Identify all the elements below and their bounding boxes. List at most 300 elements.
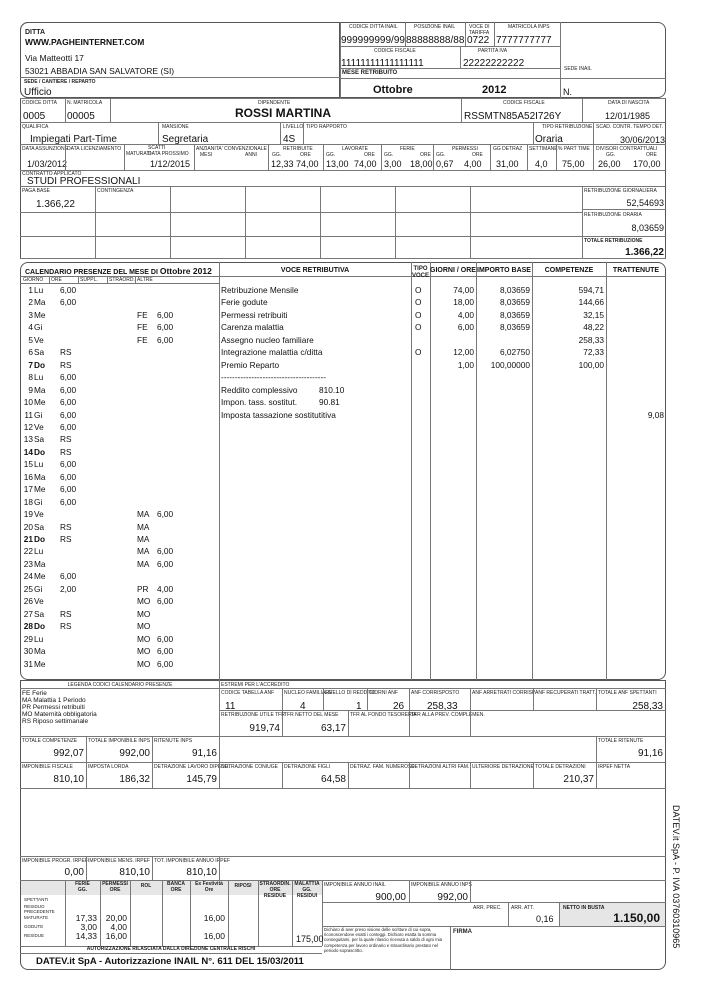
matr-inps: 7777777777	[496, 35, 552, 46]
side-vertical-text: DATEV.it SpA - P. IVA 03760310965	[671, 805, 681, 949]
leave-value: 3,00	[80, 922, 97, 932]
day-code: MO	[137, 621, 151, 632]
netto: 1.150,00	[613, 911, 660, 925]
contingenza-label: CONTINGENZA	[97, 188, 134, 194]
day-ore: 6,00	[60, 459, 77, 470]
voce-gg: 18,00	[453, 297, 474, 308]
fer-ore-label: ORE	[420, 152, 431, 158]
day-weekday: Lu	[34, 459, 44, 470]
matr-inps-label: MATRICOLA INPS	[508, 24, 550, 30]
calendar-day-row	[23, 496, 219, 508]
datev-footer: DATEV.it SpA - Autorizzazione INAIL N°. 611 DEL 15/03/2011	[36, 956, 304, 967]
day-ore: 6,00	[60, 397, 77, 408]
day-code: MO	[137, 608, 151, 619]
voce-base: 6,02750	[500, 347, 530, 358]
impon-inps-label: TOTALE IMPONIBILE INPS	[88, 738, 151, 744]
day-number: 27	[23, 608, 33, 619]
anni-label: ANNI	[245, 152, 257, 158]
day-weekday: Me	[34, 658, 46, 669]
giorni-anf-label: GIORNI ANF	[369, 690, 398, 696]
calendar-day-row	[23, 608, 219, 620]
qualifica: Impiegati Part-Time	[30, 134, 117, 145]
day-weekday: Me	[34, 484, 46, 495]
day-number: 8	[28, 372, 33, 383]
retr-orar-label: RETRIBUZIONE ORARIA	[584, 212, 642, 218]
tot-rit: 91,16	[637, 748, 663, 759]
day-ore: RS	[60, 347, 72, 358]
day-hours: 6,00	[157, 633, 174, 644]
calendar-day-row	[23, 658, 219, 670]
rit-inps: 91,16	[191, 748, 217, 759]
voce-desc: Permessi retribuiti	[221, 309, 288, 320]
calendar-day-row	[23, 521, 219, 533]
day-weekday: Ma	[34, 646, 46, 657]
day-number: 5	[28, 334, 33, 345]
voce-val: 90.81	[319, 397, 340, 408]
day-weekday: Ma	[34, 297, 46, 308]
lav-ore: 74,00	[354, 159, 377, 169]
tot-retr: 1.366,22	[625, 247, 664, 258]
legenda-item: MO Maternità obbligatoria	[22, 711, 97, 718]
gg-header: GIORNI / ORE	[430, 267, 476, 274]
maturati-label: MATURATI	[126, 151, 151, 157]
day-code: MO	[137, 633, 151, 644]
day-number: 23	[23, 558, 33, 569]
impon-inail: 900,00	[375, 892, 406, 903]
ferie-col-sub: GG.	[77, 887, 88, 893]
pos-inail-label: POSIZIONE INAIL	[414, 24, 456, 30]
retribuite-label: RETRIBUITE	[283, 146, 313, 152]
retr-ore-label: ORE	[300, 152, 311, 158]
day-code: MA	[137, 558, 150, 569]
detr-figli: 64,58	[320, 774, 346, 785]
voce-gg: 4,00	[457, 309, 474, 320]
day-number: 10	[23, 397, 33, 408]
voce-row	[219, 321, 665, 333]
prossimo-label: DATA PROSSIMO	[148, 151, 189, 157]
voce-base: 8,03659	[500, 309, 530, 320]
tot-anf-label: TOTALE ANF SPETTANTI	[598, 690, 657, 696]
day-number: 26	[23, 596, 33, 607]
day-weekday: Sa	[34, 434, 45, 445]
day-hours: 6,00	[157, 309, 174, 320]
cod-inail: 999999999/99	[341, 35, 405, 46]
day-weekday: Lu	[34, 372, 44, 383]
voce-row	[219, 296, 665, 308]
detr-lav: 145,79	[186, 774, 217, 785]
calendar-day-row	[23, 458, 219, 470]
licenz-label: DATA LICENZIAMENTO	[67, 146, 122, 152]
estremi-label: ESTREMI PER L'ACCREDITO	[221, 682, 290, 688]
calendar-day-row	[23, 558, 219, 570]
day-weekday: Ve	[34, 509, 44, 520]
anf-arr-label: ANF ARRETRATI CORRISP.	[472, 690, 536, 696]
mansione-label: MANSIONE	[162, 124, 189, 130]
lav-ore-label: ORE	[364, 152, 375, 158]
retr-gg: 12,33	[271, 159, 294, 169]
irpef-label: IRPEF NETTA	[598, 764, 631, 770]
calendar-day-row	[23, 583, 219, 595]
riposi-col-label: RIPOSI	[234, 883, 252, 889]
perm-col-label	[100, 881, 130, 893]
ggdetraz-label: GG DETRAZ	[493, 146, 523, 152]
day-weekday: Sa	[34, 347, 45, 358]
livello-label: LIVELLO	[283, 124, 304, 130]
impon-inps: 992,00	[119, 748, 150, 759]
voce-row	[219, 359, 665, 371]
impon-mens-label: IMPONIBILE MENS. IRPEF	[88, 858, 150, 864]
piva: 22222222222	[463, 58, 525, 69]
sede-value: Ufficio	[24, 87, 52, 98]
leave-row-label: RESIDUE	[24, 933, 45, 938]
impon-inail-label: IMPONIBILE ANNUO INAIL	[324, 882, 386, 888]
day-hours: 6,00	[157, 646, 174, 657]
liv-reddito: 1	[356, 701, 362, 712]
calendar-day-row	[23, 633, 219, 645]
tot-detr-label: TOTALE DETRAZIONI	[535, 764, 586, 770]
calendar-day-row	[23, 483, 219, 495]
voce-tipo: O	[415, 309, 422, 320]
legenda-item: MA Malattia 1 Periodo	[22, 697, 86, 704]
voce-base: 100,00000	[490, 359, 530, 370]
contratto-label: CONTRATTO APPLICATO	[22, 171, 82, 177]
voce-tariffa: 0722	[467, 35, 490, 46]
voce-tipo: O	[415, 347, 422, 358]
day-number: 7	[28, 359, 33, 370]
day-code: FE	[137, 309, 148, 320]
calendar-day-row	[23, 433, 219, 445]
day-weekday: Ma	[34, 384, 46, 395]
day-weekday: Do	[34, 359, 46, 370]
tot-detr: 210,37	[563, 774, 594, 785]
fer-gg-label: GG.	[384, 152, 394, 158]
tab-anf: 11	[225, 701, 236, 712]
n-label: N.	[563, 87, 572, 97]
retr-utile: 919,74	[249, 723, 280, 734]
paga: 1.366,22	[36, 199, 75, 210]
day-weekday: Sa	[34, 608, 45, 619]
day-code: MA	[137, 521, 150, 532]
calendar-day-row	[23, 545, 219, 557]
ditta-address-1: Via Matteotti 17	[25, 53, 84, 63]
pt: 75,00	[562, 159, 585, 169]
day-number: 29	[23, 633, 33, 644]
day-hours: 6,00	[157, 322, 174, 333]
voce-comp: 100,00	[578, 359, 604, 370]
leave-value: 14,33	[75, 931, 97, 941]
voce-comp: 594,71	[578, 285, 604, 295]
day-hours: 6,00	[157, 596, 174, 607]
nucleo: 4	[300, 701, 306, 712]
day-ore: RS	[60, 359, 72, 370]
detr-lav-label: DETRAZIONE LAVORO DIPEND.	[154, 764, 230, 770]
voce-comp: 72,33	[583, 347, 604, 358]
day-hours: 6,00	[157, 334, 174, 345]
cf-ditta: 11111111111111111	[341, 58, 424, 69]
sede-inail-label: SEDE INAIL	[564, 66, 592, 72]
lav-gg: 13,00	[326, 159, 349, 169]
leave-value: 16,00	[203, 931, 225, 941]
day-weekday: Do	[34, 621, 46, 632]
day-number: 12	[23, 421, 33, 432]
voce-row	[219, 309, 665, 321]
voce-base: 8,03659	[500, 285, 530, 295]
anf-rec-label: ANF RECUPERATI TRATT.	[535, 690, 597, 696]
tratt-header: TRATTENUTE	[612, 267, 660, 274]
tot-impon-label: TOT. IMPONIBILE ANNUO IRPEF	[154, 858, 231, 864]
voce-desc: Assegno nucleo familiare	[221, 334, 314, 345]
netto-label: NETTO IN BUSTA	[563, 905, 605, 911]
calendar-day-row	[23, 371, 219, 383]
leave-row-label: RESIDUO PRECEDENTE	[24, 904, 55, 914]
cf-dip-label: CODICE FISCALE	[503, 100, 545, 106]
cf-ditta-label: CODICE FISCALE	[374, 48, 416, 54]
calendar-day-row	[23, 284, 219, 296]
lavorate-label: LAVORATE	[342, 146, 368, 152]
day-number: 16	[23, 471, 33, 482]
voce-gg: 12,00	[453, 347, 474, 358]
calendar-day-row	[23, 309, 219, 321]
imp-lorda: 186,32	[119, 774, 150, 785]
assunz: 1/03/2012	[27, 159, 68, 169]
impon-annuo-inps-label: IMPONIBILE ANNUO INPS	[411, 882, 472, 888]
anf-corr: 258,33	[427, 701, 458, 712]
calendar-day-row	[23, 384, 219, 396]
mesi-label: MESI	[200, 152, 213, 158]
day-weekday: Gi	[34, 322, 43, 333]
voce-row	[219, 346, 665, 358]
dipendente-label: DIPENDENTE	[258, 100, 291, 106]
day-number: 2	[28, 297, 33, 308]
day-ore: RS	[60, 608, 72, 619]
voce-desc: Imposta tassazione sostitutitiva	[221, 409, 336, 420]
day-number: 17	[23, 484, 33, 495]
day-weekday: Me	[34, 397, 46, 408]
banca-col-label: BANCA ORE	[166, 881, 186, 893]
base-header: IMPORTO BASE	[477, 267, 531, 274]
per-ore-label: ORE	[472, 152, 483, 158]
rit-inps-label: RITENUTE INPS	[154, 738, 193, 744]
ditta-address-2: 53021 ABBADIA SAN SALVATORE (SI)	[25, 66, 175, 76]
giorni-anf: 26	[393, 701, 405, 712]
day-code: FE	[137, 322, 148, 333]
voce-base: 8,03659	[500, 297, 530, 308]
nascita-label: DATA DI NASCITA	[608, 100, 650, 106]
calendar-day-row	[23, 396, 219, 408]
day-code: MO	[137, 596, 151, 607]
day-number: 28	[23, 621, 33, 632]
calendar-day-row	[23, 296, 219, 308]
voce-desc: Retribuzione Mensile	[221, 285, 299, 295]
day-number: 31	[23, 658, 33, 669]
retr-gior: 52,54693	[626, 198, 664, 208]
leave-row-label: SPETTANTI	[24, 897, 49, 902]
voce-row	[219, 371, 665, 383]
day-number: 9	[28, 384, 33, 395]
day-ore: 6,00	[60, 496, 77, 507]
ggdetraz: 31,00	[496, 159, 519, 169]
voce-tipo: O	[415, 322, 422, 333]
day-hours: 6,00	[157, 558, 174, 569]
dichiaro-text: Dichiaro di aver preso visione delle scritture di cui sopra, riconoscendone esatti i conteggi. Dichiaro esatta la somma conseguitami, per la quale rilascio ricevuta a saldo di ogni mia competenza per lavoro ordinario e straordinario prestato nel periodo soprascritto.	[324, 927, 442, 953]
voce-desc: Reddito complessivo	[221, 384, 298, 395]
retr-utile-label: RETRIBUZIONE UTILE TFR	[221, 712, 285, 718]
calendar-title-text: CALENDARIO PRESENZE DEL MESE DI	[25, 269, 158, 276]
day-ore: 2,00	[60, 583, 77, 594]
impon-fisc: 810,10	[53, 774, 84, 785]
arr-prec-label: ARR. PREC.	[473, 905, 502, 911]
arr-att-label: ARR. ATT.	[511, 905, 534, 911]
div-ore: 170,00	[633, 159, 661, 169]
day-weekday: Ma	[34, 558, 46, 569]
leave-row-label: GODUTE	[24, 924, 44, 929]
ditta-label: DITTA	[25, 29, 46, 36]
impon-fisc-label: IMPONIBILE FISCALE	[22, 764, 73, 770]
calendar-day-row	[23, 508, 219, 520]
exfest-col-text: Ex Festività	[195, 881, 223, 887]
day-number: 6	[28, 347, 33, 358]
sede-label: SEDE / CANTIERE / REPARTO	[24, 79, 96, 85]
day-ore: RS	[60, 521, 72, 532]
day-hours: 4,00	[157, 583, 174, 594]
day-weekday: Do	[34, 446, 46, 457]
day-weekday: Lu	[34, 633, 44, 644]
day-number: 15	[23, 459, 33, 470]
day-ore: 6,00	[60, 421, 77, 432]
day-weekday: Sa	[34, 521, 45, 532]
day-weekday: Lu	[34, 546, 44, 557]
voce-base: 8,03659	[500, 322, 530, 333]
pos-inail: 88888888/88	[406, 35, 465, 46]
ult-detr-label: ULTERIORE DETRAZIONE	[472, 764, 534, 770]
assunz-label: DATA ASSUNZIONE	[22, 146, 68, 152]
leave-row-label: MATURATE	[24, 915, 49, 920]
mansione: Segretaria	[162, 134, 209, 145]
cf-dip: RSSMTN85A52I726Y	[464, 111, 562, 122]
tot-rit-label: TOTALE RITENUTE	[598, 738, 644, 744]
nucleo-label: NUCLEO FAMILIARE	[284, 690, 333, 696]
voce-tipo: O	[415, 297, 422, 308]
scad: 30/06/2013	[620, 135, 666, 145]
voce-comp: 32,15	[583, 309, 604, 320]
matricola: 00005	[67, 111, 95, 122]
detr-coniuge-label: DETRAZIONE CONIUGE	[221, 764, 278, 770]
day-ore: 6,00	[60, 285, 77, 295]
day-ore: 6,00	[60, 409, 77, 420]
detr-altri-label: DETRAZIONI ALTRI FAM.	[411, 764, 470, 770]
day-number: 22	[23, 546, 33, 557]
liv-reddito-label: LIVELLO DI REDDITO	[325, 690, 376, 696]
impon-prog: 0,00	[64, 867, 84, 878]
retr-gg-label: GG.	[272, 152, 282, 158]
div-gg: 26,00	[598, 159, 621, 169]
calendar-day-row	[23, 645, 219, 657]
pt-label: % PART TIME	[558, 146, 590, 152]
voce-row	[219, 396, 665, 408]
retr-orar: 8,03659	[631, 223, 664, 233]
tot-comp: 992,07	[53, 748, 84, 759]
ditta-name: WWW.PAGHEINTERNET.COM	[25, 37, 145, 47]
tfr-fondo-label: TFR AL FONDO TESORERIA	[350, 712, 417, 718]
calendar-day-row	[23, 421, 219, 433]
day-weekday: Me	[34, 309, 46, 320]
anf-corr-label: ANF CORRISPOSTO	[411, 690, 460, 696]
day-number: 1	[28, 285, 33, 295]
voce-desc: Carenza malattia	[221, 322, 284, 333]
ferie-col-label	[65, 881, 100, 893]
imp-lorda-label: IMPOSTA LORDA	[88, 764, 129, 770]
tipo-rapporto-label: TIPO RAPPORTO	[306, 124, 347, 130]
impon-prog-label: IMPONIBILE PROGR. IRPEF	[22, 858, 88, 864]
detr-fam-label: DETRAZ. FAM. NUMEROSE	[350, 764, 415, 770]
tot-impon: 810,10	[186, 867, 217, 878]
calendar-day-row	[23, 471, 219, 483]
day-code: MO	[137, 658, 151, 669]
detr-figli-label: DETRAZIONE FIGLI	[284, 764, 331, 770]
voce-row	[219, 284, 665, 296]
per-gg-label: GG.	[436, 152, 446, 158]
day-weekday: Ve	[34, 421, 44, 432]
leave-value: 20,00	[105, 913, 127, 923]
scatti-label: SCATTI	[148, 145, 166, 151]
voce-desc: --------------------------------------	[221, 372, 326, 383]
day-ore: RS	[60, 434, 72, 445]
mese-label: MESE RETRIBUITO	[342, 70, 398, 76]
voce-desc: Integrazione malattia c/ditta	[221, 347, 323, 358]
voce-comp: 144,66	[578, 297, 604, 308]
exfest-col-label	[190, 881, 228, 893]
day-hours: 6,00	[157, 546, 174, 557]
day-number: 20	[23, 521, 33, 532]
day-code: MA	[137, 534, 150, 544]
day-number: 25	[23, 583, 33, 594]
cod-ditta-label: CODICE DITTA	[22, 100, 57, 106]
calendar-day-row	[23, 570, 219, 582]
voce-gg: 1,00	[457, 359, 474, 370]
cal-col-altre: ALTRE	[137, 277, 153, 283]
tot-comp-label: TOTALE COMPETENZE	[22, 738, 78, 744]
anno-value: 2012	[482, 84, 507, 96]
day-weekday: Lu	[34, 285, 44, 295]
malattia-residui: 175,00	[296, 934, 324, 944]
tot-retr-label: TOTALE RETRIBUZIONE	[584, 238, 643, 244]
employee-name: ROSSI MARTINA	[235, 106, 331, 120]
fer-ore: 18,00	[410, 159, 433, 169]
ferie-label: FERIE	[400, 146, 415, 152]
cal-col-giorno: GIORNO	[23, 277, 44, 283]
day-ore: RS	[60, 621, 72, 632]
voce-row	[219, 409, 665, 421]
voce-gg: 74,00	[453, 285, 474, 295]
settimane: 4,0	[535, 159, 548, 169]
straord-col-label: STRAORDIN. ORE RESIDUE	[259, 881, 291, 899]
legenda-item: FE Ferie	[22, 690, 47, 697]
qualifica-label: QUALIFICA	[22, 124, 49, 130]
voce-desc: Impon. tass. sostitut.	[221, 397, 298, 408]
arr-att: 0,16	[536, 914, 554, 924]
day-ore: 6,00	[60, 484, 77, 495]
anz-label: ANZIANITA' CONVENZIONALE	[196, 146, 267, 152]
day-number: 13	[23, 434, 33, 445]
calendar-day-row	[23, 359, 219, 371]
per-gg: 0,67	[436, 159, 454, 169]
day-ore: RS	[60, 446, 72, 457]
day-weekday: Gi	[34, 496, 43, 507]
tipo-retr-label: TIPO RETRIBUZIONE	[542, 124, 593, 130]
autorizz-text: AUTORIZZAZIONE RILASCIATA DALLA DIREZIONE CENTRALE RISCHI	[86, 946, 256, 952]
day-ore: 6,00	[60, 384, 77, 395]
ferie-col-text: FERIE	[75, 881, 90, 887]
